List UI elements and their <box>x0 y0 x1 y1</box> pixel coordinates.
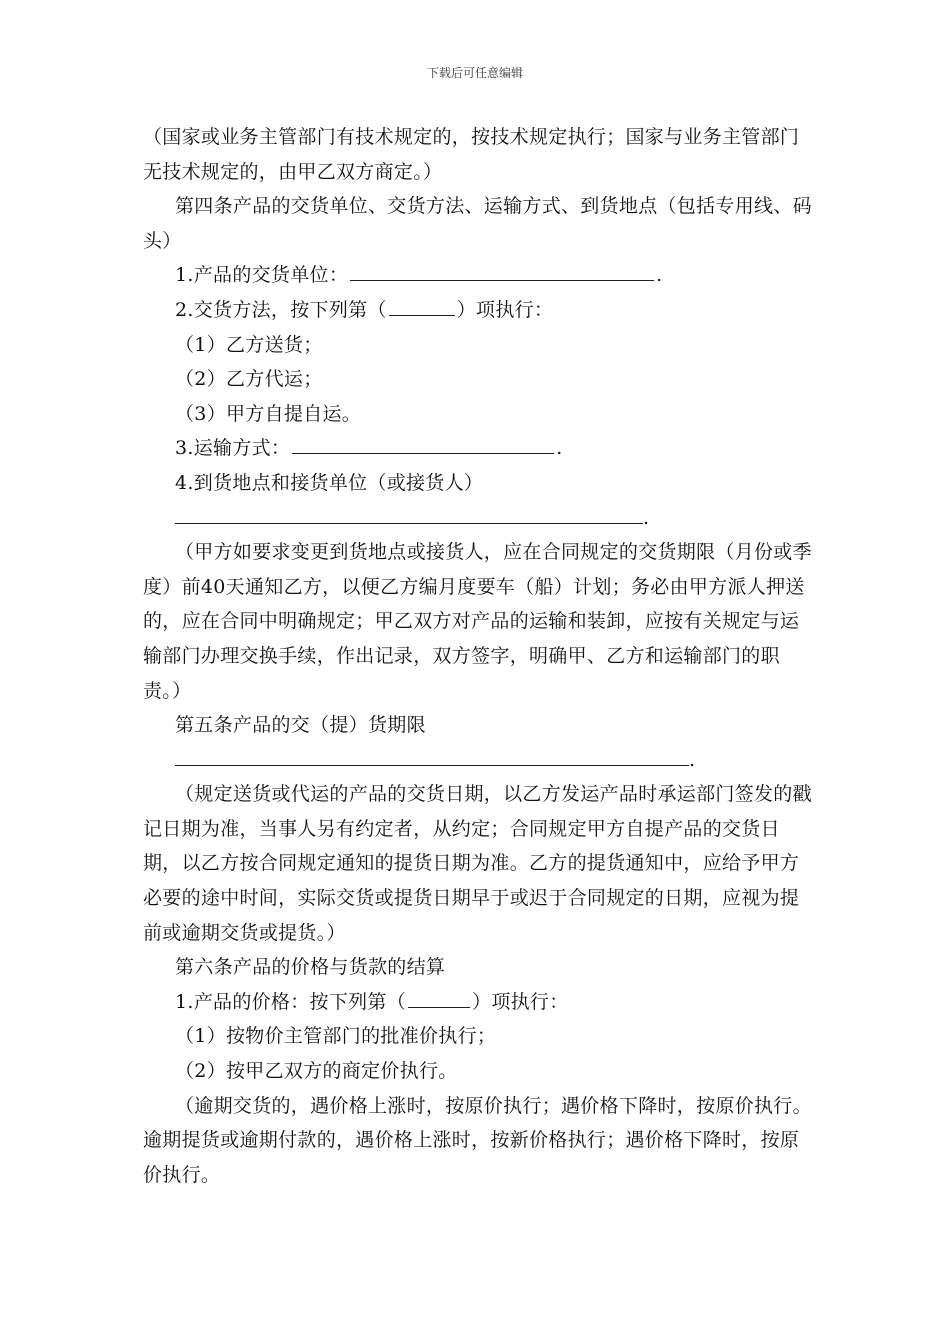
transport-mode-blank[interactable] <box>292 431 554 454</box>
tech-standard-note: （国家或业务主管部门有技术规定的，按技术规定执行；国家与业务主管部门无技术规定的，由甲乙双方商定。） <box>143 126 800 183</box>
delivery-option-1: （1）乙方送货； <box>175 333 323 356</box>
delivery-unit-line <box>143 258 813 293</box>
price-method-blank[interactable] <box>408 985 470 1008</box>
arrival-place-tail: . <box>643 506 650 529</box>
transport-mode-tail: . <box>556 437 563 460</box>
delivery-method-tail: ）项执行： <box>456 298 554 321</box>
document-body <box>143 120 813 1192</box>
delivery-method-line <box>143 293 813 328</box>
delivery-unit-tail: . <box>656 264 663 287</box>
delivery-unit-label: 1.产品的交货单位： <box>175 264 349 287</box>
transport-mode-line <box>143 431 813 466</box>
delivery-period-line <box>143 743 813 778</box>
article-5-heading: 第五条产品的交（提）货期限 <box>175 714 426 737</box>
arrival-place-label: 4.到货地点和接货单位（或接货人） <box>175 471 484 494</box>
delivery-period-blank[interactable] <box>175 743 689 766</box>
transport-mode-label: 3.运输方式： <box>175 437 291 460</box>
delivery-method-blank[interactable] <box>389 293 455 316</box>
change-arrival-note: （甲方如要求变更到货地点或接货人，应在合同规定的交货期限（月份或季度）前40天通知乙方，以便乙方编月度要车（船）计划；务必由甲方派人押送的，应在合同中明确规定；甲乙双方对产品的运输和装卸，应按有关规定与运输部门办理交换手续，作出记录，双方签字，明确甲、乙方和运输部门的职责。） <box>143 541 812 702</box>
arrival-place-line <box>143 501 813 536</box>
article-4-heading: 第四条产品的交货单位、交货方法、运输方式、到货地点（包括专用线、码头） <box>143 195 812 252</box>
arrival-place-blank[interactable] <box>175 501 643 524</box>
delivery-method-label: 2.交货方法，按下列第（ <box>175 298 387 321</box>
price-method-tail: ）项执行： <box>472 990 569 1013</box>
delivery-option-2: （2）乙方代运； <box>175 368 323 391</box>
price-method-line <box>143 985 813 1020</box>
overdue-price-note: （逾期交货的，遇价格上涨时，按原价执行；遇价格下降时，按原价执行。逾期提货或逾期付款的，遇价格上涨时，按新价格执行；遇价格下降时，按原价执行。 <box>143 1094 812 1186</box>
delivery-period-tail: . <box>689 748 696 771</box>
delivery-option-3: （3）甲方自提自运。 <box>175 402 362 425</box>
delivery-date-note: （规定送货或代运的产品的交货日期，以乙方发运产品时承运部门签发的戳记日期为准，当事人另有约定者，从约定；合同规定甲方自提产品的交货日期，以乙方按合同规定通知的提货日期为准。乙方的提货通知中，应给予甲方必要的途中时间，实际交货或提货日期早于或迟于合同规定的日期，应视为提前或逾期交货或提货。） <box>143 783 812 944</box>
price-option-1: （1）按物价主管部门的批准价执行； <box>175 1025 497 1048</box>
price-option-2: （2）按甲乙双方的商定价执行。 <box>175 1060 458 1083</box>
delivery-unit-blank[interactable] <box>350 258 654 281</box>
page-header: 下载后可任意编辑 <box>426 66 523 80</box>
price-method-label: 1.产品的价格：按下列第（ <box>175 990 407 1013</box>
article-6-heading: 第六条产品的价格与货款的结算 <box>175 956 446 979</box>
